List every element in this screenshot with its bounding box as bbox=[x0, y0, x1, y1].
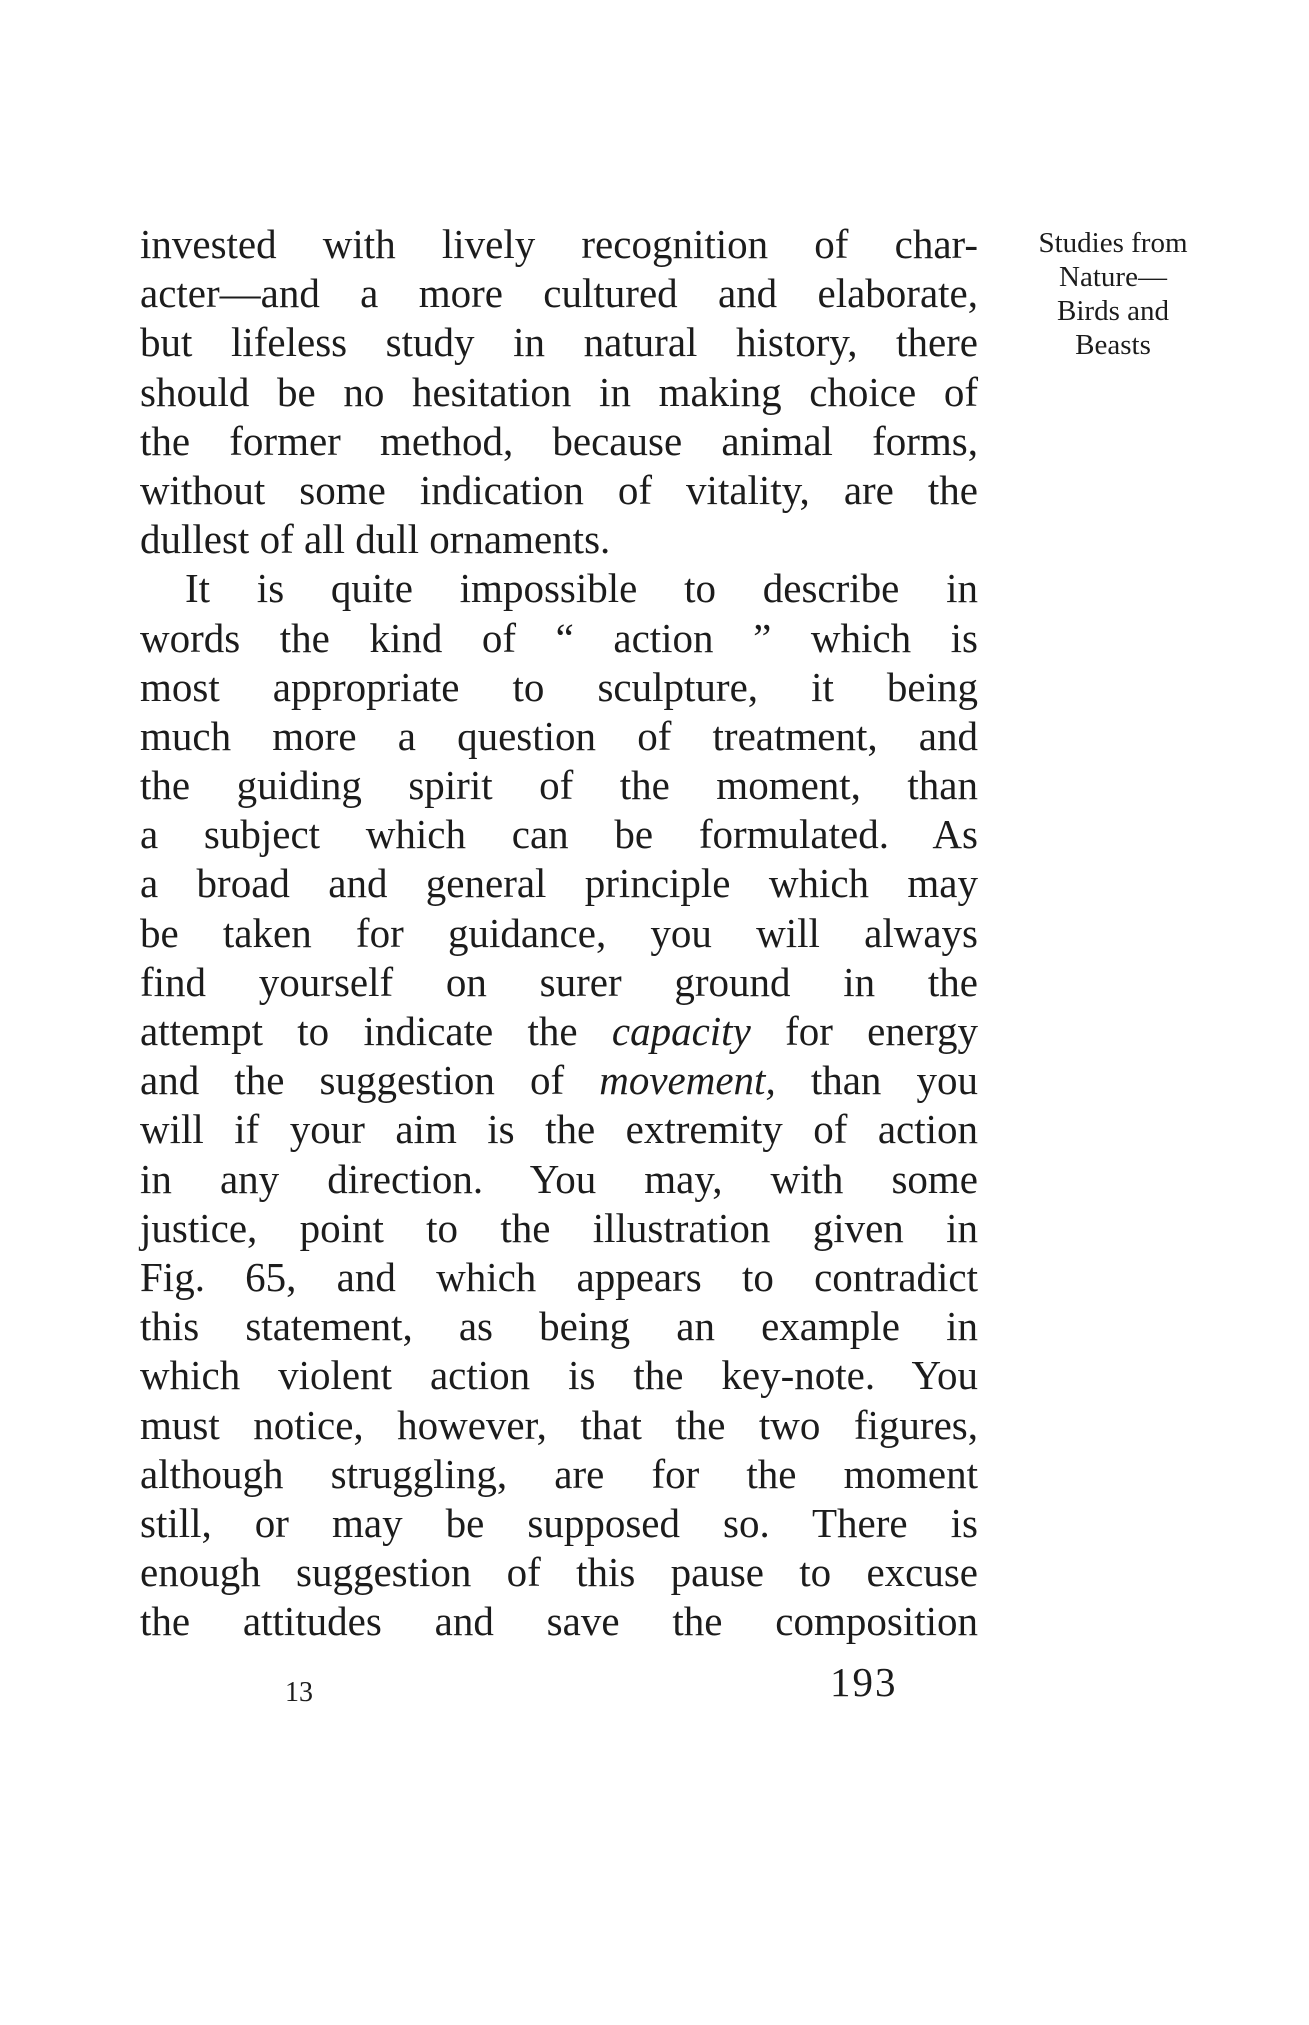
text-line: which violent action is the key-note. You bbox=[140, 1352, 978, 1399]
text-line: but lifeless study in natural history, there bbox=[140, 319, 978, 366]
text-run: for energy bbox=[785, 1008, 978, 1054]
text-line: the guiding spirit of the moment, than bbox=[140, 762, 978, 809]
text-line bbox=[140, 1056, 978, 1105]
italic-term: capacity bbox=[611, 1008, 751, 1054]
italic-term: movement, bbox=[599, 1057, 776, 1104]
text-line: must notice, however, that the two figures, bbox=[140, 1401, 978, 1448]
text-line: words the kind of “ action ” which is bbox=[140, 614, 978, 661]
margin-note-line: Studies from bbox=[1038, 227, 1188, 259]
text-line: find yourself on surer ground in the bbox=[140, 958, 978, 1005]
margin-note bbox=[1018, 226, 1208, 362]
text-line: still, or may be supposed so. There is bbox=[140, 1499, 978, 1546]
text-line: justice, point to the illustration given in bbox=[140, 1204, 978, 1251]
text-line: much more a question of treatment, and bbox=[140, 712, 978, 759]
paragraph-start-line: It is quite impossible to describe in bbox=[185, 565, 978, 612]
text-line: a broad and general principle which may bbox=[140, 860, 978, 907]
text-line: the attitudes and save the composition bbox=[140, 1598, 978, 1645]
text-line: Fig. 65, and which appears to contradict bbox=[140, 1253, 978, 1300]
text-line: enough suggestion of this pause to excuse bbox=[140, 1549, 978, 1596]
text-line: acter—and a more cultured and elaborate, bbox=[140, 270, 978, 317]
text-run: attempt to indicate the bbox=[140, 1008, 578, 1054]
body-text bbox=[140, 220, 978, 1646]
margin-note-line: Nature— bbox=[1059, 261, 1167, 293]
text-run: than you bbox=[810, 1057, 979, 1104]
text-line: without some indication of vitality, are the bbox=[140, 466, 978, 513]
page-number: 193 bbox=[830, 1659, 898, 1705]
text-line bbox=[140, 1007, 978, 1056]
text-line: this statement, as being an example in bbox=[140, 1303, 978, 1350]
text-line: will if your aim is the extremity of action bbox=[140, 1106, 978, 1153]
text-line: most appropriate to sculpture, it being bbox=[140, 663, 978, 710]
signature-mark: 13 bbox=[285, 1677, 313, 1708]
text-line: although struggling, are for the moment bbox=[140, 1450, 978, 1497]
text-line: invested with lively recognition of char- bbox=[140, 221, 978, 267]
margin-note-line: Birds and bbox=[1057, 295, 1169, 327]
text-line: should be no hesitation in making choice of bbox=[140, 368, 978, 415]
text-line: be taken for guidance, you will always bbox=[140, 909, 978, 956]
text-line: in any direction. You may, with some bbox=[140, 1155, 978, 1202]
margin-note-line: Beasts bbox=[1075, 329, 1151, 361]
text-line: a subject which can be formulated. As bbox=[140, 811, 978, 858]
text-line: dullest of all dull ornaments. bbox=[140, 516, 611, 563]
text-line: the former method, because animal forms, bbox=[140, 417, 978, 464]
text-run: and the suggestion of bbox=[140, 1057, 565, 1104]
